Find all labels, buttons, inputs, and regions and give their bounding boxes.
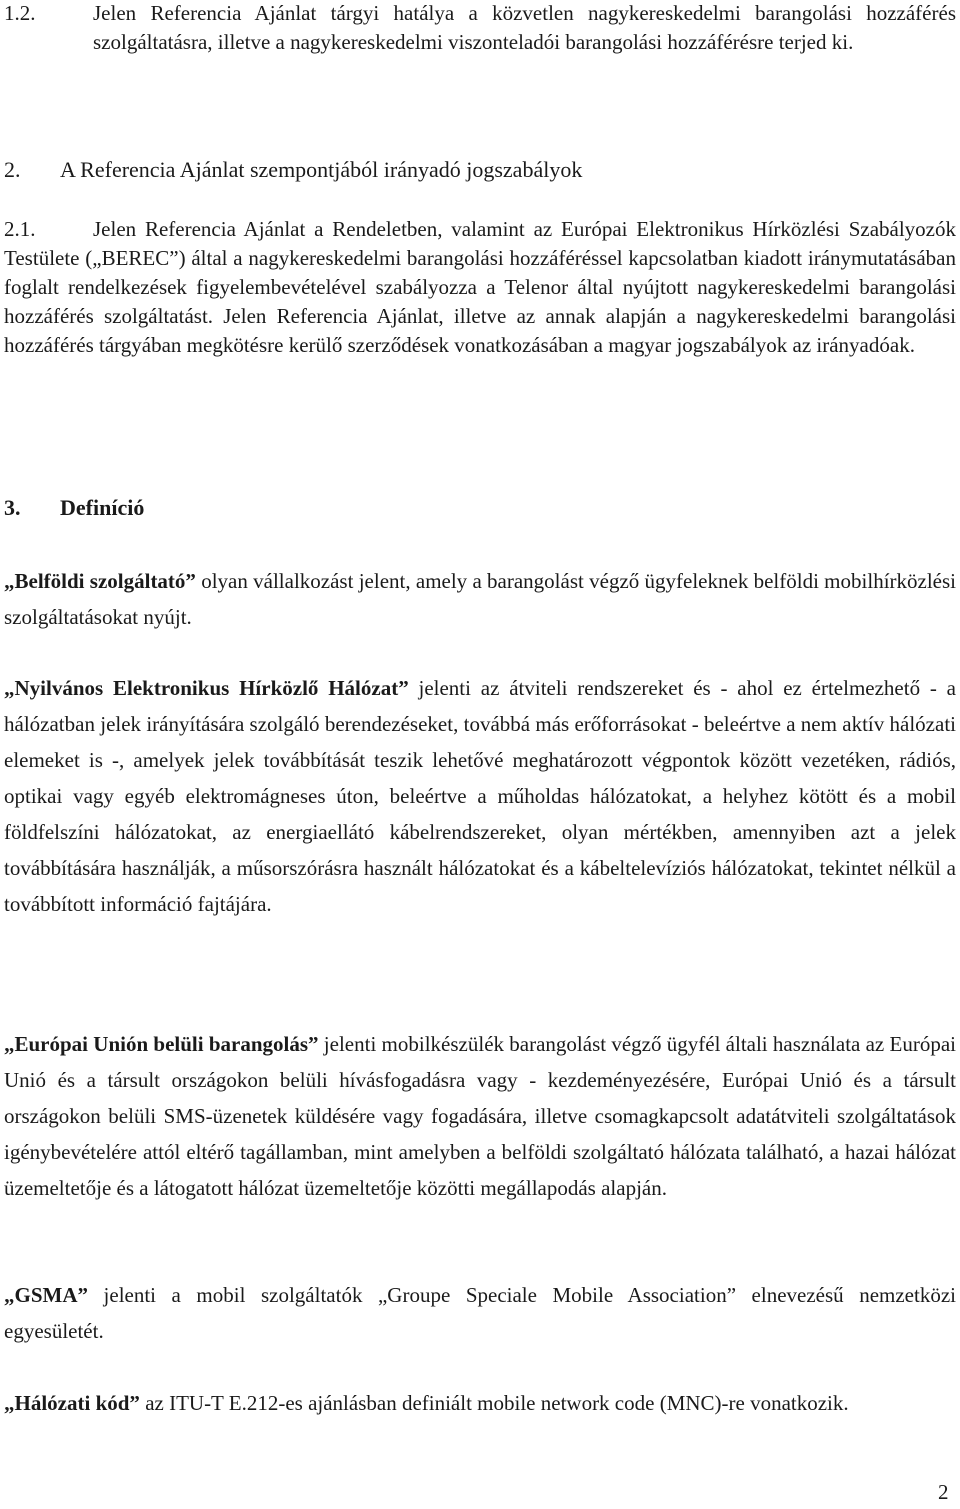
definition-text: olyan vállalkozást jelent, amely a barangolást végző ügyfeleknek belföldi mobilhírközlési szolgáltatásokat nyújt. [4, 569, 956, 629]
section-title: Definíció [60, 495, 145, 520]
definition-text: jelenti a mobil szolgáltatók „Groupe Speciale Mobile Association” elnevezésű nemzetközi egyesületét. [4, 1283, 956, 1343]
section-1-2 [4, 0, 956, 89]
definition-eu-barangolas [4, 1026, 956, 1206]
section-number: 2.1. [4, 217, 36, 241]
definition-term: „GSMA” [4, 1283, 88, 1307]
page-number: 2 [938, 1480, 949, 1504]
definition-text: az ITU-T E.212-es ajánlásban definiált mobile network code (MNC)-re vonatkozik. [139, 1391, 849, 1415]
definition-term: „Európai Unión belüli barangolás” [4, 1032, 319, 1056]
definition-text: jelenti az átviteli rendszereket és - ahol ez értelmezhető - a hálózatban jelek irányítására szolgáló berendezéseket, továbbá más erőforrásokat - beleértve a nem aktív hálózati elemeket is -, amelyek jelek továbbítását teszik lehetővé meghatározott végpontok között vezetéken, rádiós, optikai vagy egyéb elektromágneses úton, beleértve a műholdas hálózatokat, a helyhez kötött és a mobil földfelszíni hálózatokat, az energiaellátó kábelrendszereket, olyan mértékben, amennyiben azt a jelek továbbítására használják, a műsorszórásra használt hálózatokat és a kábeltelevíziós hálózatokat, tekintet nélkül a továbbított információ fajtájára. [4, 676, 956, 916]
definition-term: „Hálózati kód” [4, 1391, 140, 1415]
definition-term: „Belföldi szolgáltató” [4, 569, 196, 593]
definition-halozati-kod [4, 1385, 956, 1421]
definition-term: „Nyilvános Elektronikus Hírközlő Hálózat” [4, 676, 409, 700]
section-3-heading [4, 495, 304, 527]
definition-text: jelenti mobilkészülék barangolást végző ügyfél általi használata az Európai Unió és a társult országokon belüli hívásfogadásra vagy - kezdeményezésére, Európai Unió és a társult országokon belüli SMS-üzenetek küldésére vagy fogadására, illetve csomagkapcsolt adatátviteli szolgáltatások igénybevételére attól eltérő tagállamban, mint amelyben a belföldi szolgáltató hálózata található, a hazai hálózat üzemeltetője és a látogatott hálózat üzemeltetője közötti megállapodás alapján. [4, 1032, 956, 1200]
section-paragraph [4, 215, 956, 360]
section-number: 3. [4, 495, 21, 520]
section-paragraph: Jelen Referencia Ajánlat tárgyi hatálya a közvetlen nagykereskedelmi barangolási hozzáférés szolgáltatásra, illetve a nagykereskedelmi viszonteladói barangolási hozzáférésre terjed ki. [93, 1, 956, 54]
definition-gsma [4, 1277, 956, 1349]
section-number: 1.2. [4, 1, 36, 25]
definition-nyilvanos-halozat [4, 670, 956, 922]
definition-belfoldi-szolgaltato [4, 563, 956, 635]
section-2-1 [4, 215, 956, 425]
section-number: 2. [4, 157, 21, 182]
section-text: Jelen Referencia Ajánlat a Rendeletben, valamint az Európai Elektronikus Hírközlési Szabályozók Testülete („BEREC”) által a nagykereskedelmi barangolási hozzáféréssel kapcsolatban kiadott iránymutatásában foglalt rendelkezések figyelembevételével szabályozza a Telenor által nyújtott nagykereskedelmi barangolási hozzáférés szolgáltatást. Jelen Referencia Ajánlat, illetve az annak alapján a nagykereskedelmi barangolási hozzáférés tárgyában megkötésre kerülő szerződések vonatkozásában a magyar jogszabályok az irányadóak. [4, 217, 956, 357]
section-title: A Referencia Ajánlat szempontjából irányadó jogszabályok [60, 157, 583, 182]
section-2-heading [4, 157, 956, 189]
